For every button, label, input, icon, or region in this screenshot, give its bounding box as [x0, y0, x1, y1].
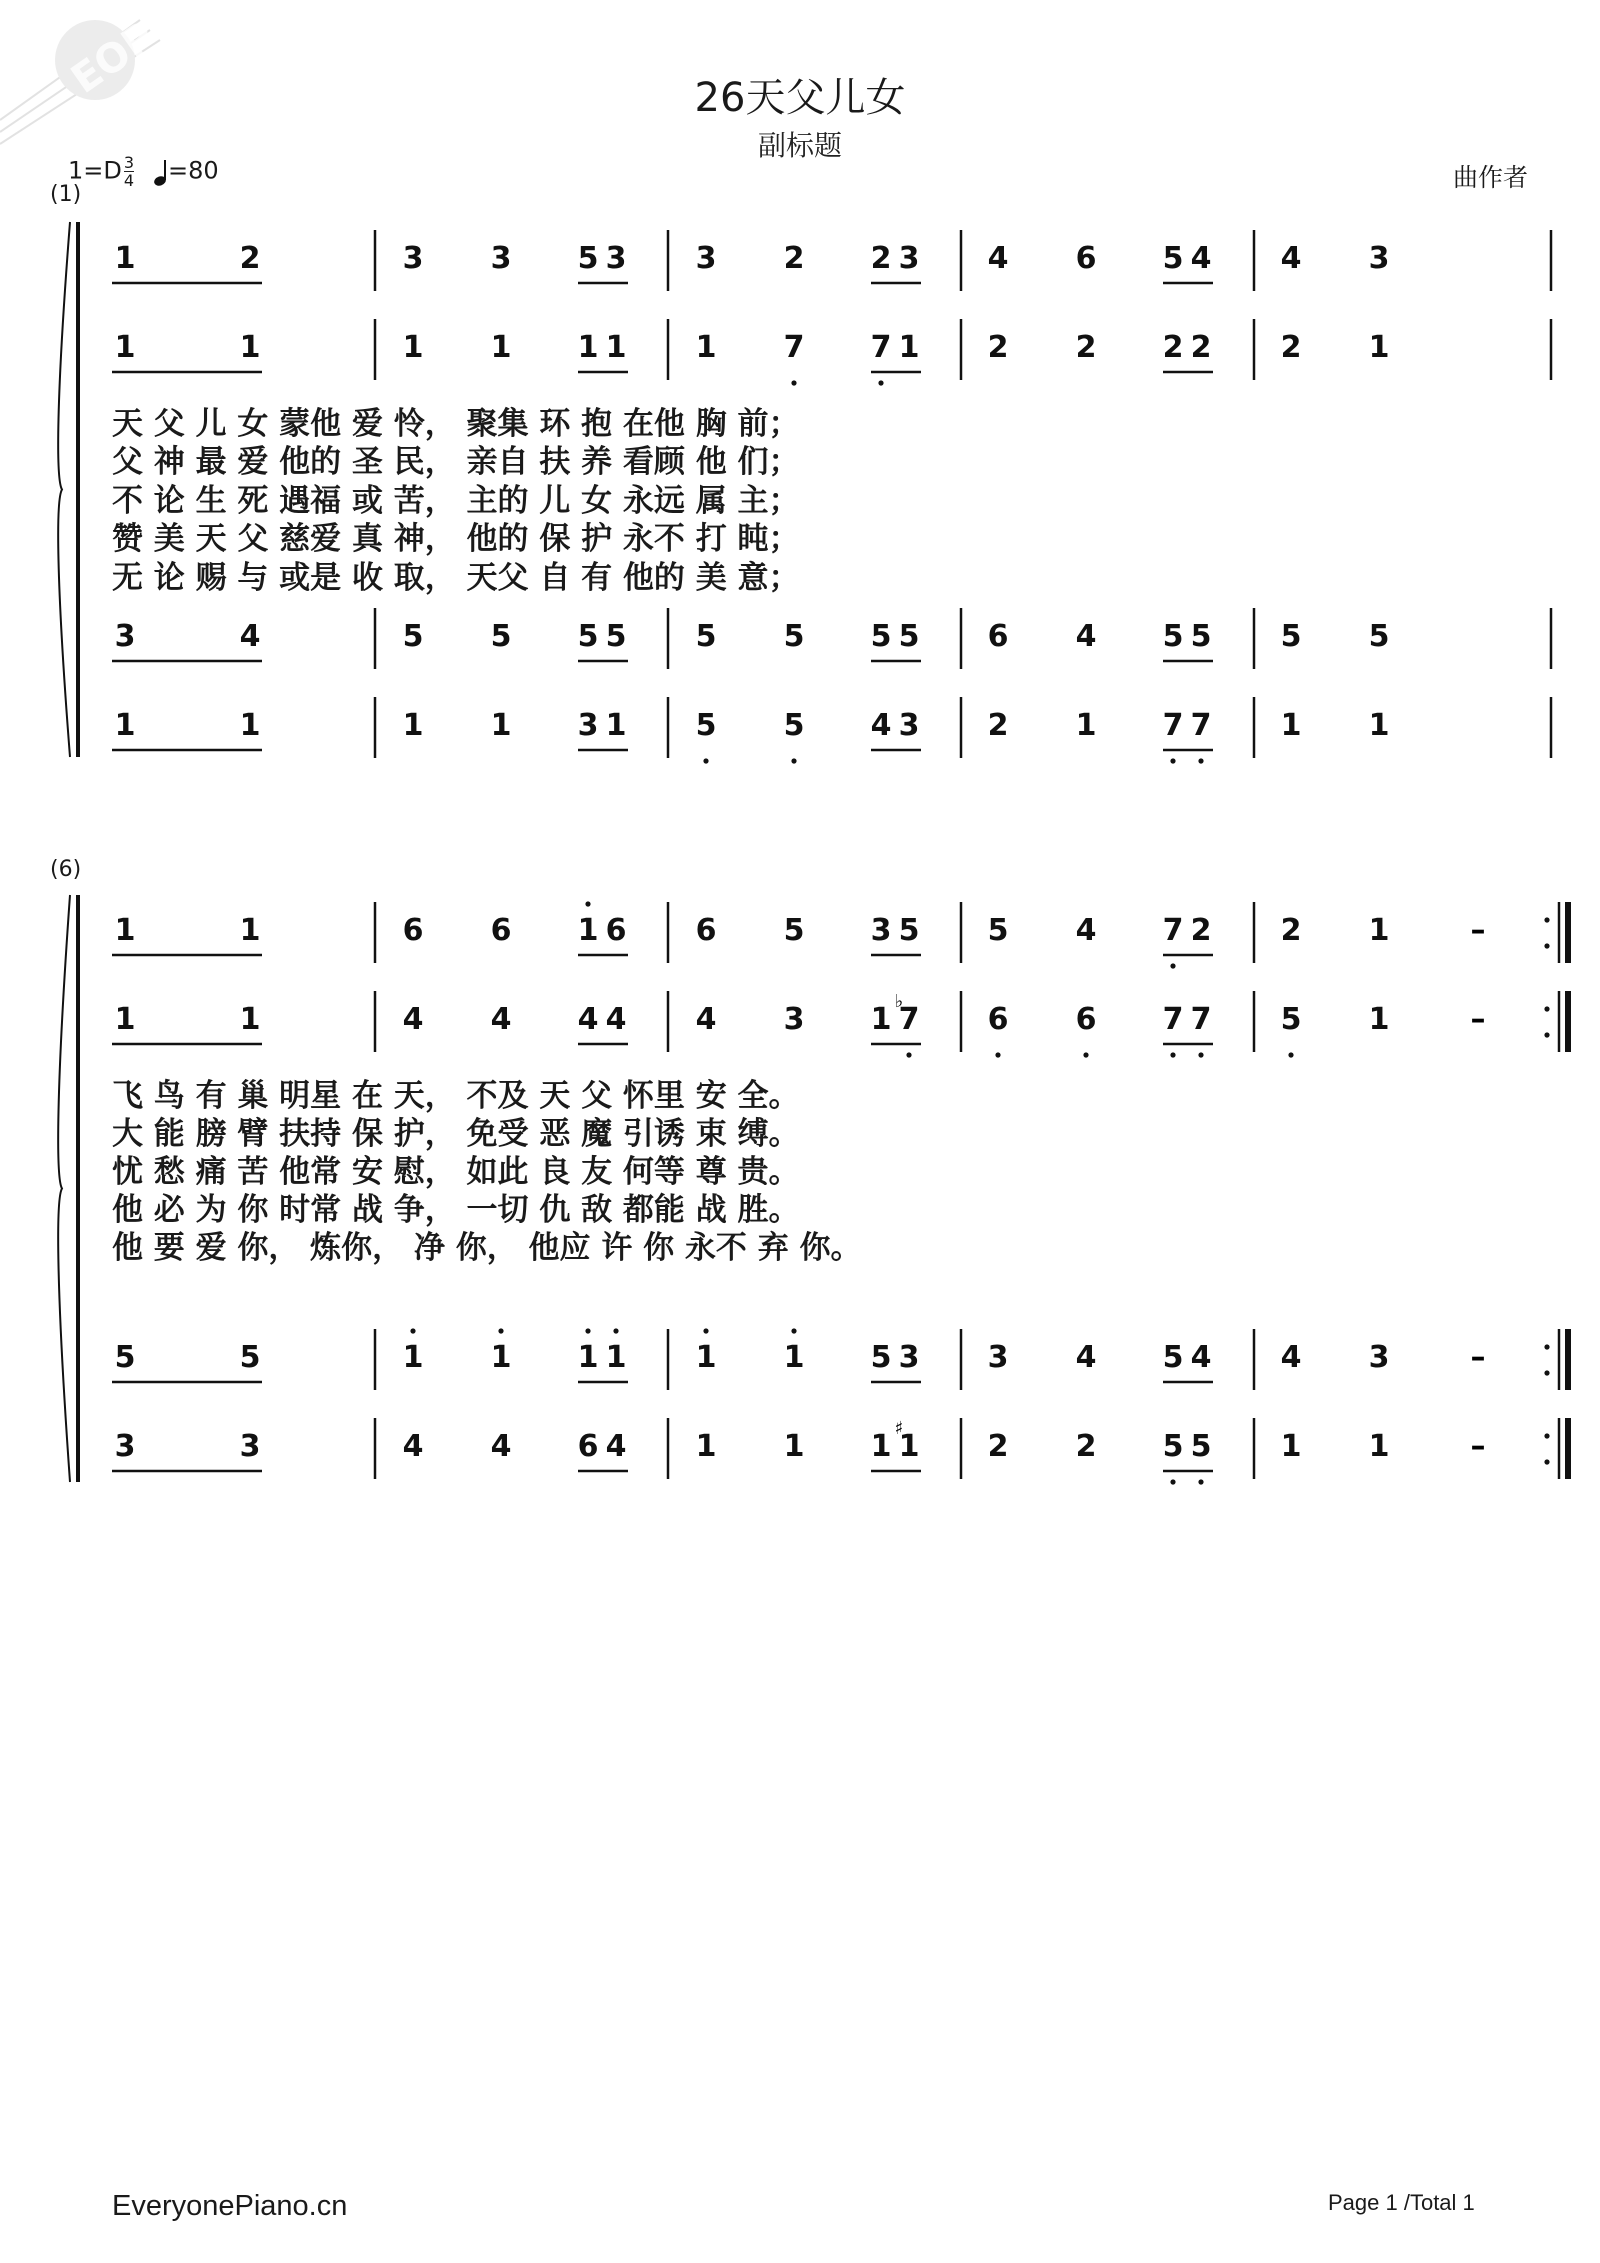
- note: 5: [870, 1340, 892, 1375]
- repeat-dot: [1544, 943, 1549, 948]
- note: 1: [870, 1429, 892, 1464]
- composer-label: 曲作者: [1452, 163, 1528, 192]
- page-indicator: Page 1 /Total 1: [1328, 2190, 1475, 2215]
- watermark-text: EOP: [63, 13, 164, 103]
- lyric-line: 他 必 为 你 时常 战 争， 一切 仇 敌 都能 战 胜。: [112, 1192, 800, 1228]
- note: 5: [1162, 1340, 1184, 1375]
- note: 3: [898, 708, 920, 743]
- note: 1: [577, 913, 599, 948]
- repeat-dot: [1544, 1370, 1549, 1375]
- note: 3: [577, 708, 599, 743]
- note: 1: [577, 330, 599, 365]
- sharp-sign: ♯: [894, 1418, 904, 1439]
- note: 5: [402, 619, 424, 654]
- note: 1: [114, 241, 136, 276]
- note: 1: [1280, 1429, 1302, 1464]
- note: 3: [1368, 1340, 1390, 1375]
- tempo-value: =80: [168, 156, 219, 185]
- note: 1: [605, 1340, 627, 1375]
- page-subtitle: 副标题: [757, 129, 842, 162]
- note: 6: [605, 913, 627, 948]
- note: 3: [1368, 241, 1390, 276]
- note: 5: [1368, 619, 1390, 654]
- note: 4: [1075, 619, 1097, 654]
- site-footer: EveryonePiano.cn: [112, 2190, 348, 2222]
- note: 4: [577, 1002, 599, 1037]
- note: 1: [114, 330, 136, 365]
- note: 2: [1190, 330, 1212, 365]
- note: 7: [1162, 1002, 1184, 1037]
- time-signature: $\frac{3}{4}$: [123, 153, 135, 190]
- note: 1: [114, 913, 136, 948]
- note: 2: [1162, 330, 1184, 365]
- note: 7: [1190, 1002, 1212, 1037]
- note: 5: [695, 619, 717, 654]
- note: 1: [605, 708, 627, 743]
- note: 2: [1075, 330, 1097, 365]
- note: 4: [1075, 913, 1097, 948]
- lyric-line: 父 神 最 爱 他的 圣 民， 亲自 扶 养 看顾 他 们；: [112, 444, 800, 480]
- note: 1: [898, 1429, 920, 1464]
- note: 3: [870, 913, 892, 948]
- note: 4: [1280, 241, 1302, 276]
- note: 5: [1280, 1002, 1302, 1037]
- note: 5: [783, 619, 805, 654]
- dash: –: [1470, 913, 1486, 948]
- octave-dot-below: [1198, 1479, 1203, 1484]
- measure-number: (6): [50, 857, 82, 882]
- note: 4: [490, 1429, 512, 1464]
- note: 3: [490, 241, 512, 276]
- note: 1: [605, 330, 627, 365]
- octave-dot-below: [1288, 1052, 1293, 1057]
- note: 2: [1280, 913, 1302, 948]
- note: 4: [605, 1429, 627, 1464]
- note: 2: [239, 241, 261, 276]
- note: 1: [239, 1002, 261, 1037]
- note: 5: [695, 708, 717, 743]
- octave-dot-below: [1170, 1052, 1175, 1057]
- dash: –: [1470, 1340, 1486, 1375]
- note: 2: [870, 241, 892, 276]
- note: 1: [695, 1340, 717, 1375]
- repeat-dot: [1544, 1433, 1549, 1438]
- note: 2: [987, 708, 1009, 743]
- dash: –: [1470, 1429, 1486, 1464]
- note: 1: [402, 1340, 424, 1375]
- note: 1: [1368, 1429, 1390, 1464]
- note: 3: [114, 1429, 136, 1464]
- note: 1: [239, 708, 261, 743]
- note: 5: [1190, 619, 1212, 654]
- note: 1: [898, 330, 920, 365]
- note: 1: [490, 708, 512, 743]
- octave-dot-above: [613, 1328, 618, 1333]
- lyric-line: 天 父 儿 女 蒙他 爱 怜， 聚集 环 抱 在他 胸 前；: [112, 406, 800, 442]
- note: 4: [1190, 1340, 1212, 1375]
- system-brace: [58, 222, 70, 757]
- note: 4: [402, 1429, 424, 1464]
- repeat-dot: [1544, 1006, 1549, 1011]
- flat-sign: ♭: [894, 991, 904, 1012]
- note: 1: [1368, 708, 1390, 743]
- lyric-line: 他 要 爱 你， 炼你， 净 你， 他应 许 你 永不 弃 你。: [112, 1230, 862, 1266]
- note: 7: [1190, 708, 1212, 743]
- dash: –: [1470, 1002, 1486, 1037]
- octave-dot-below: [1170, 963, 1175, 968]
- note: 1: [1368, 330, 1390, 365]
- octave-dot-below: [1170, 1479, 1175, 1484]
- note: 5: [898, 619, 920, 654]
- note: 6: [987, 1002, 1009, 1037]
- note: 3: [898, 1340, 920, 1375]
- note: 1: [783, 1340, 805, 1375]
- note: 6: [577, 1429, 599, 1464]
- note: 7: [898, 1002, 920, 1037]
- note: 1: [239, 913, 261, 948]
- note: 4: [402, 1002, 424, 1037]
- note: 6: [987, 619, 1009, 654]
- note: 5: [490, 619, 512, 654]
- note: 1: [239, 330, 261, 365]
- note: 5: [1190, 1429, 1212, 1464]
- key-signature: 1=D: [68, 156, 122, 185]
- lyric-line: 忧 愁 痛 苦 他常 安 慰， 如此 良 友 何等 尊 贵。: [112, 1154, 800, 1190]
- octave-dot-above: [791, 1328, 796, 1333]
- note: 6: [695, 913, 717, 948]
- note: 5: [898, 913, 920, 948]
- note: 5: [605, 619, 627, 654]
- note: 1: [402, 330, 424, 365]
- note: 1: [1368, 1002, 1390, 1037]
- octave-dot-below: [1170, 758, 1175, 763]
- note: 6: [1075, 241, 1097, 276]
- octave-dot-below: [791, 758, 796, 763]
- note: 1: [870, 1002, 892, 1037]
- note: 1: [695, 330, 717, 365]
- note: 6: [402, 913, 424, 948]
- system-brace: [58, 895, 70, 1482]
- note: 1: [1075, 708, 1097, 743]
- octave-dot-below: [791, 380, 796, 385]
- note: 1: [695, 1429, 717, 1464]
- lyric-line: 飞 鸟 有 巢 明星 在 天， 不及 天 父 怀里 安 全。: [112, 1078, 800, 1114]
- note: 1: [490, 1340, 512, 1375]
- note: 5: [239, 1340, 261, 1375]
- note: 2: [1190, 913, 1212, 948]
- octave-dot-above: [498, 1328, 503, 1333]
- note: 5: [783, 913, 805, 948]
- octave-dot-below: [1198, 1052, 1203, 1057]
- note: 4: [987, 241, 1009, 276]
- octave-dot-below: [1083, 1052, 1088, 1057]
- lyric-line: 无 论 赐 与 或是 收 取， 天父 自 有 他的 美 意；: [112, 560, 800, 596]
- note: 4: [490, 1002, 512, 1037]
- lyric-line: 大 能 膀 臂 扶持 保 护， 免受 恶 魔 引诱 束 缚。: [112, 1116, 800, 1152]
- note: 3: [239, 1429, 261, 1464]
- note: 4: [1190, 241, 1212, 276]
- repeat-dot: [1544, 1032, 1549, 1037]
- note: 3: [898, 241, 920, 276]
- octave-dot-above: [410, 1328, 415, 1333]
- note: 5: [987, 913, 1009, 948]
- note: 1: [114, 708, 136, 743]
- note: 7: [1162, 913, 1184, 948]
- octave-dot-below: [878, 380, 883, 385]
- note: 5: [114, 1340, 136, 1375]
- note: 1: [1368, 913, 1390, 948]
- note: 2: [987, 1429, 1009, 1464]
- note: 3: [114, 619, 136, 654]
- note: 1: [114, 1002, 136, 1037]
- note: 5: [1280, 619, 1302, 654]
- octave-dot-above: [585, 901, 590, 906]
- note: 3: [695, 241, 717, 276]
- note: 4: [1280, 1340, 1302, 1375]
- note: 1: [577, 1340, 599, 1375]
- note: 7: [1162, 708, 1184, 743]
- note: 1: [783, 1429, 805, 1464]
- note: 4: [1075, 1340, 1097, 1375]
- lyric-line: 赞 美 天 父 慈爱 真 神， 他的 保 护 永不 打 盹；: [112, 521, 800, 557]
- note: 4: [239, 619, 261, 654]
- octave-dot-below: [703, 758, 708, 763]
- note: 4: [605, 1002, 627, 1037]
- note: 5: [1162, 619, 1184, 654]
- octave-dot-above: [585, 1328, 590, 1333]
- note: 1: [402, 708, 424, 743]
- note: 6: [490, 913, 512, 948]
- note: 2: [987, 330, 1009, 365]
- note: 4: [695, 1002, 717, 1037]
- octave-dot-below: [1198, 758, 1203, 763]
- note: 5: [870, 619, 892, 654]
- note: 2: [1280, 330, 1302, 365]
- note: 1: [490, 330, 512, 365]
- repeat-dot: [1544, 1344, 1549, 1349]
- repeat-dot: [1544, 1459, 1549, 1464]
- note: 5: [577, 619, 599, 654]
- note: 4: [870, 708, 892, 743]
- octave-dot-below: [906, 1052, 911, 1057]
- octave-dot-above: [703, 1328, 708, 1333]
- octave-dot-below: [995, 1052, 1000, 1057]
- note: 7: [783, 330, 805, 365]
- note: 3: [987, 1340, 1009, 1375]
- note: 2: [1075, 1429, 1097, 1464]
- note: 2: [783, 241, 805, 276]
- note: 5: [577, 241, 599, 276]
- repeat-dot: [1544, 917, 1549, 922]
- note: 3: [605, 241, 627, 276]
- note: 3: [783, 1002, 805, 1037]
- note: 7: [870, 330, 892, 365]
- note: 3: [402, 241, 424, 276]
- page-title: 26天父儿女: [694, 75, 906, 121]
- note: 5: [1162, 1429, 1184, 1464]
- lyric-line: 不 论 生 死 遇福 或 苦， 主的 儿 女 永远 属 主；: [112, 483, 800, 519]
- note: 6: [1075, 1002, 1097, 1037]
- note: 1: [1280, 708, 1302, 743]
- note: 5: [1162, 241, 1184, 276]
- measure-number: (1): [50, 182, 82, 207]
- note: 5: [783, 708, 805, 743]
